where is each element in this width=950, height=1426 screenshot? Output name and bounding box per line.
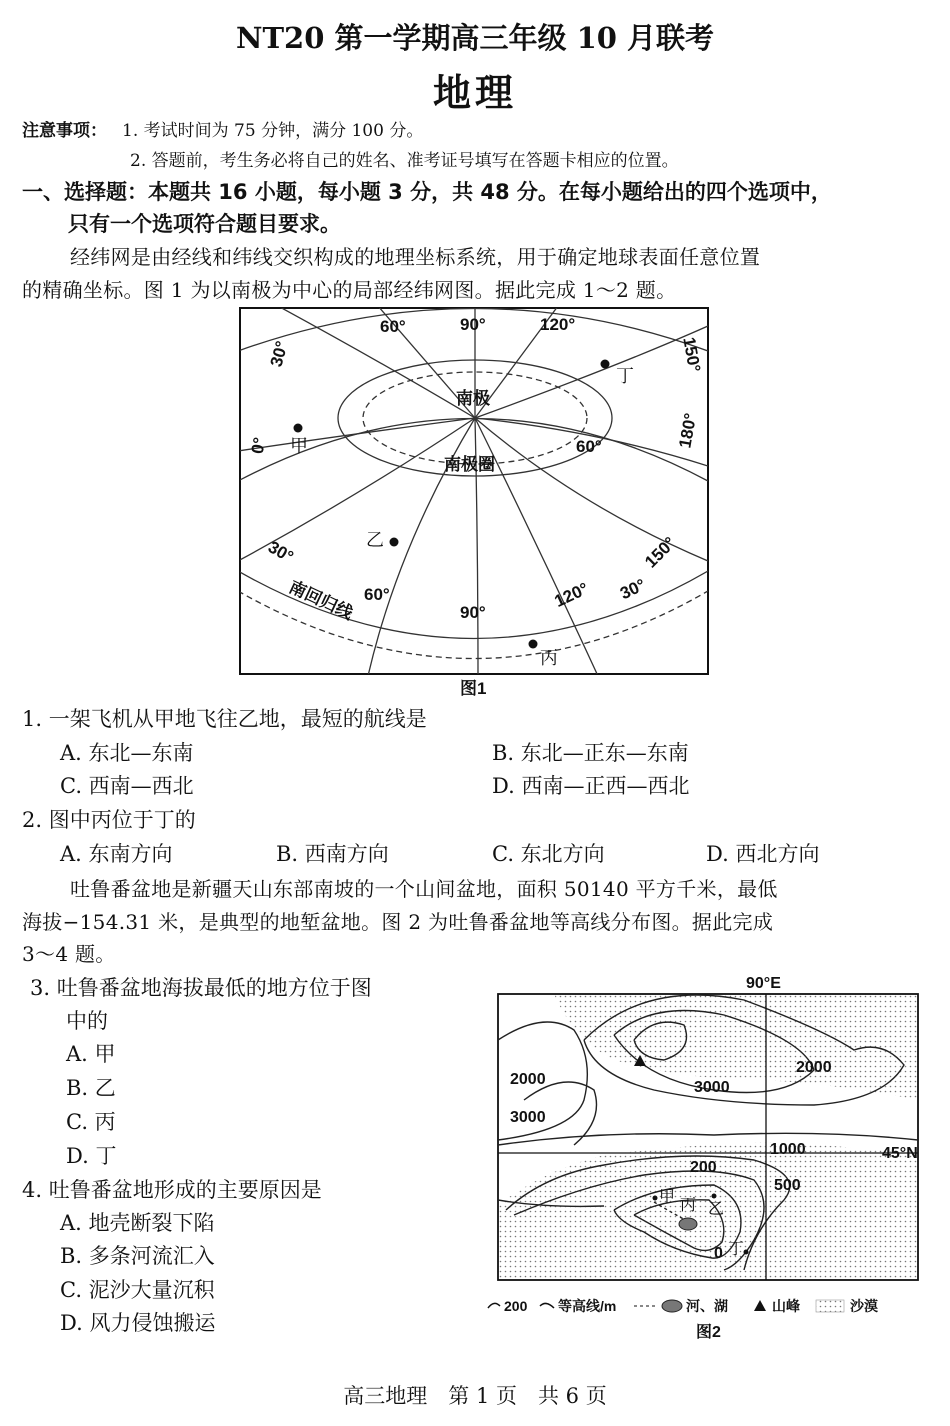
q3-option-a: A. 甲 [66,1042,116,1066]
f2-point-ding-marker [744,1250,749,1255]
f1-point-ding: 丁 [616,366,634,386]
f1-label-inner60: 60° [576,437,602,456]
f2-point-yi-marker [712,1194,717,1199]
f2-label-1000: 1000 [770,1141,806,1158]
q2-option-a: A. 东南方向 [60,842,173,866]
f1-point-yi: 乙 [366,530,384,550]
f1-label-tropic: 南回归线 [286,577,356,624]
legend-contour-icon-2 [540,1303,554,1308]
f1-label-right150b: 150° [641,533,680,572]
q1-option-c: C. 西南—西北 [60,774,194,798]
q2-option-c: C. 东北方向 [492,842,605,866]
passage2-line1: 吐鲁番盆地是新疆天山东部南坡的一个山间盆地，面积 50140 平方千米，最低 [70,877,778,901]
f1-label-right180: 180° [675,411,701,450]
q4-option-d: D. 风力侵蚀搬运 [60,1311,216,1335]
q1-stem: 1. 一架飞机从甲地飞往乙地，最短的航线是 [22,707,427,731]
f1-label-left30: 30° [266,339,292,369]
q3-stem-line2: 中的 [66,1009,108,1033]
section-heading-line1: 一、选择题：本题共 16 小题，每小题 3 分，共 48 分。在每小题给出的四个选项中， [22,180,832,204]
f2-point-yi: 乙 [708,1201,725,1218]
legend-contour-label: 等高线/m [558,1298,617,1314]
f1-point-jia: 甲 [290,436,308,456]
q3-stem-line1: 3. 吐鲁番盆地海拔最低的地方位于图 [30,976,372,1000]
lake [679,1218,697,1230]
f1-label-left30b: 30° [264,537,297,567]
page-footer: 高三地理 第 1 页 共 6 页 [343,1384,607,1408]
figure2-caption: 图2 [696,1324,721,1341]
q1-option-b: B. 东北—正东—东南 [492,741,689,765]
f2-label-500: 500 [774,1177,801,1194]
legend-contour-value: 200 [504,1298,528,1314]
legend-peak-label: 山峰 [772,1298,800,1314]
f1-label-bottom60: 60° [364,585,390,604]
figure1-graticule-map [238,306,710,698]
legend-desert-icon [816,1300,844,1312]
q1-option-d: D. 西南—正西—西北 [492,774,690,798]
f2-label-200: 200 [690,1159,717,1176]
point-yi-marker [390,538,399,547]
f2-point-bing: 丙 [680,1197,697,1214]
f2-label-2000-west: 2000 [510,1071,546,1088]
figure2-contour-map [484,970,934,1345]
f1-label-right150: 150° [679,335,705,374]
f1-label-south-pole: 南极 [456,389,490,408]
q2-option-d: D. 西北方向 [706,842,820,866]
passage2-line2: 海拔−154.31 米，是典型的地堑盆地。图 2 为吐鲁番盆地等高线分布图。据此完成 [22,910,774,934]
f2-point-jia-marker [653,1196,658,1201]
legend-lake-label: 河、湖 [686,1298,728,1314]
legend-peak-icon [754,1300,766,1311]
q2-option-b: B. 西南方向 [276,842,389,866]
f2-point-jia: 甲 [659,1189,676,1206]
point-jia-marker [294,424,303,433]
f1-label-antarctic-circle: 南极圈 [444,455,495,474]
passage1-line2: 的精确坐标。图 1 为以南极为中心的局部经纬网图。据此完成 1～2 题。 [22,278,677,302]
f2-label-0: 0 [714,1245,723,1262]
legend-lake-icon [662,1300,682,1312]
passage1-line1: 经纬网是由经线和纬线交织构成的地理坐标系统，用于确定地球表面任意位置 [70,245,761,269]
q2-stem: 2. 图中丙位于丁的 [22,808,196,832]
point-ding-marker [601,360,610,369]
legend-contour-icon [488,1303,500,1308]
q4-stem: 4. 吐鲁番盆地形成的主要原因是 [22,1178,322,1202]
f1-label-top60: 60° [380,317,406,336]
q3-option-d: D. 丁 [66,1144,117,1168]
notes-item-2: 2. 答题前，考生务必将自己的姓名、准考证号填写在答题卡相应的位置。 [130,151,679,171]
f2-point-ding: 丁 [728,1241,745,1258]
figure1-caption: 图1 [460,679,487,698]
f1-label-top90: 90° [460,315,486,334]
notes-item-1: 1. 考试时间为 75 分钟，满分 100 分。 [122,121,424,141]
q4-option-a: A. 地壳断裂下陷 [60,1211,215,1235]
notes-label: 注意事项： [22,121,107,141]
subject-title: 地理 [432,71,517,115]
f1-label-left0: 0° [247,435,270,456]
q3-option-b: B. 乙 [66,1076,116,1100]
section-heading-line2: 只有一个选项符合题目要求。 [68,212,341,236]
q3-option-c: C. 丙 [66,1110,116,1134]
f2-label-2000-north: 2000 [796,1059,832,1076]
f1-label-bottom120: 120° [551,578,592,611]
passage2-line3: 3～4 题。 [22,942,116,966]
q4-option-c: C. 泥沙大量沉积 [60,1278,215,1302]
f2-label-3000-north: 3000 [694,1079,730,1096]
f2-label-45n: 45°N [882,1145,918,1162]
f1-label-bottom90: 90° [460,603,486,622]
f2-label-3000-west: 3000 [510,1109,546,1126]
f1-label-bottom30: 30° [617,575,649,604]
point-bing-marker [529,640,538,649]
legend-desert-label: 沙漠 [850,1298,878,1314]
q1-option-a: A. 东北—东南 [60,741,194,765]
exam-title: NT20 第一学期高三年级 10 月联考 [235,21,715,55]
q4-option-b: B. 多条河流汇入 [60,1244,215,1268]
f1-point-bing: 丙 [540,648,558,668]
f1-label-top120: 120° [540,315,576,334]
f2-label-90e: 90°E [746,975,781,992]
